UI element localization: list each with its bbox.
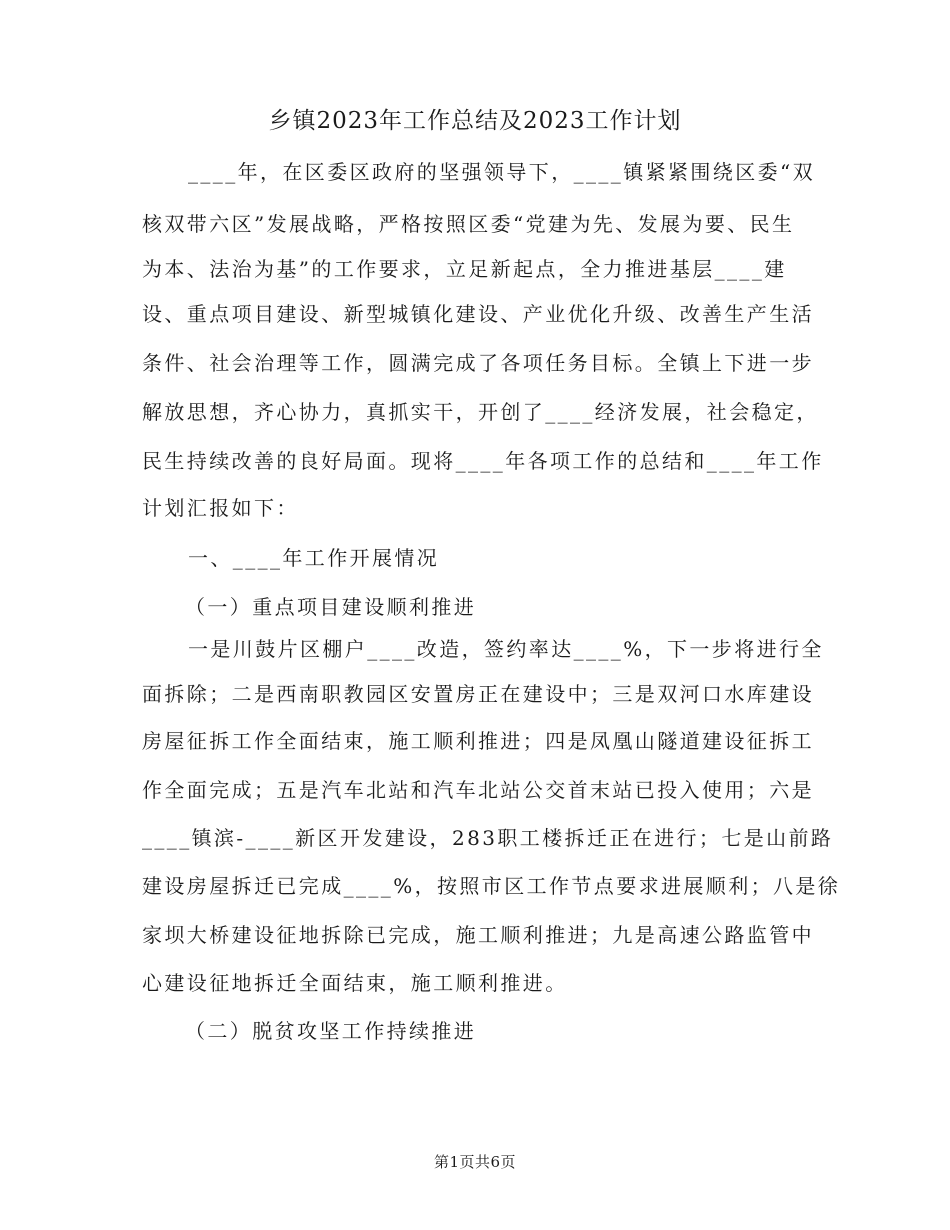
subsection-heading: （一）重点项目建设顺利推进: [185, 595, 477, 619]
paragraph-line: 建设房屋拆迁已完成____%，按照市区工作节点要求进展顺利；八是徐: [142, 874, 841, 898]
page-number: 第1页共6页: [433, 1153, 517, 1171]
paragraph-line: 民生持续改善的良好局面。现将____年各项工作的总结和____年工作: [142, 449, 824, 473]
paragraph-line: 为本、法治为基”的工作要求，立足新起点，全力推进基层____建: [142, 257, 787, 281]
paragraph-line: 一是川鼓片区棚户____改造，签约率达____%，下一步将进行全: [188, 637, 824, 661]
paragraph-line: 面拆除；二是西南职教园区安置房正在建设中；三是双河口水库建设: [142, 682, 814, 706]
paragraph-line: 作全面完成；五是汽车北站和汽车北站公交首末站已投入使用；六是: [142, 778, 814, 802]
paragraph-line: 房屋征拆工作全面结束，施工顺利推进；四是凤凰山隧道建设征拆工: [142, 729, 814, 753]
paragraph-line: ____镇滨-____新区开发建设，283职工楼拆迁正在进行；七是山前路: [142, 826, 834, 850]
paragraph-line: 设、重点项目建设、新型城镇化建设、产业优化升级、改善生产生活: [142, 302, 814, 326]
section-heading: 一、____年工作开展情况: [188, 546, 440, 570]
subsection-heading: （二）脱贫攻坚工作持续推进: [185, 1019, 477, 1043]
paragraph-line: 条件、社会治理等工作，圆满完成了各项任务目标。全镇上下进一步: [142, 351, 814, 375]
paragraph-line: 心建设征地拆迁全面结束，施工顺利推进。: [142, 971, 568, 995]
paragraph-line: 家坝大桥建设征地拆除已完成，施工顺利推进；九是高速公路监管中: [142, 923, 814, 947]
document-title: 乡镇2023年工作总结及2023工作计划: [268, 108, 682, 134]
paragraph-line: 解放思想，齐心协力，真抓实干，开创了____经济发展，社会稳定，: [142, 400, 819, 424]
paragraph-line: 计划汇报如下：: [142, 496, 299, 520]
paragraph-line: 核双带六区”发展战略，严格按照区委“党建为先、发展为要、民生: [142, 212, 795, 236]
paragraph-line: ____年，在区委区政府的坚强领导下，____镇紧紧围绕区委“双: [188, 160, 816, 184]
